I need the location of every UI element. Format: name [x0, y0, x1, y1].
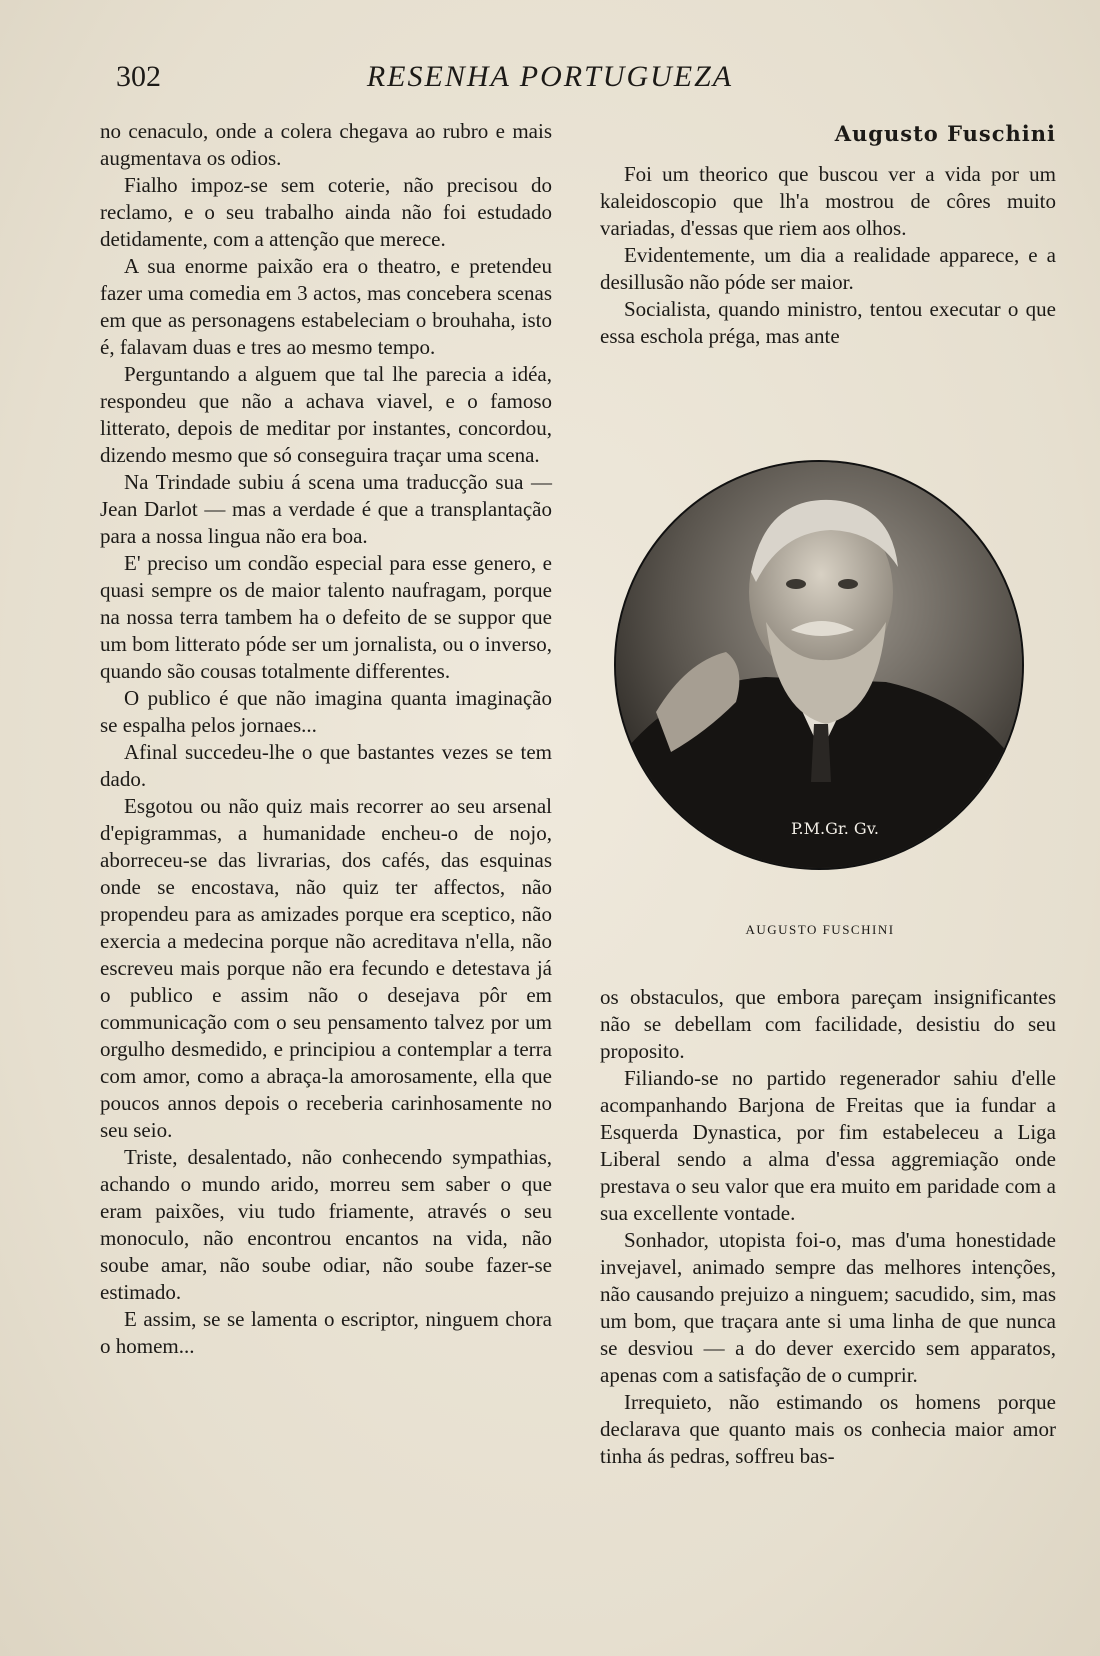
right-paragraph: Socialista, quando ministro, tentou executar o que essa eschola préga, mas ante: [600, 297, 1056, 348]
right-paragraph: os obstaculos, que embora pareçam insignificantes não se debellam com facilidade, desistiu do seu proposito.: [600, 985, 1056, 1063]
left-column: [100, 118, 552, 1360]
left-paragraph: E' preciso um condão especial para esse genero, e quasi sempre os de maior talento naufragam, porque na nossa terra tambem ha o defeito de se suppor que um bom litterato póde ser um jornalista, ou o inverso, quando são cousas totalmente differentes.: [100, 551, 552, 683]
page-number: 302: [116, 60, 161, 93]
portrait-photo: [614, 460, 1024, 870]
running-header: [0, 60, 1100, 100]
left-paragraph: no cenaculo, onde a colera chegava ao rubro e mais augmentava os odios.: [100, 119, 552, 170]
right-paragraph: Foi um theorico que buscou ver a vida por um kaleidoscopio que lh'a mostrou de côres muito variadas, d'essas que riem aos olhos.: [600, 162, 1056, 240]
article-heading: Augusto Fuschini: [834, 121, 1056, 146]
left-paragraph: O publico é que não imagina quanta imaginação se espalha pelos jornaes...: [100, 686, 552, 737]
left-paragraph: A sua enorme paixão era o theatro, e pretendeu fazer uma comedia em 3 actos, mas concebera scenas em que as personagens estabeleciam o brouhaha, isto é, falavam duas e tres ao mesmo tempo.: [100, 254, 552, 359]
left-paragraph: Afinal succedeu-lhe o que bastantes vezes se tem dado.: [100, 740, 552, 791]
left-paragraph: E assim, se se lamenta o escriptor, ninguem chora o homem...: [100, 1307, 552, 1358]
photo-caption: AUGUSTO FUSCHINI: [745, 922, 895, 937]
right-column-top: [600, 118, 1056, 350]
left-paragraph: Perguntando a alguem que tal lhe parecia a idéa, respondeu que não a achava viavel, e o famoso litterato, depois de meditar por instantes, concordou, dizendo mesmo que só conseguira traçar uma scena.: [100, 362, 552, 467]
portrait-illustration: [616, 462, 1022, 868]
left-paragraph: Esgotou ou não quiz mais recorrer ao seu arsenal d'epigrammas, a humanidade encheu-o de nojo, aborreceu-se das livrarias, dos cafés, das esquinas onde se encostava, não quiz ter affectos, não propendeu para as amizades porque era sceptico, não exercia a medecina porque não acreditava n'ella, não escreveu mais porque não era fecundo e detestava já o publico e assim não o desejava pôr em communicação com o seu pensamento talvez por um orgulho desmedido, e principiou a contemplar a terra com amor, como a abraça-la amorosamente, ella que poucos annos depois o receberia carinhosamente no seu seio.: [100, 794, 552, 1142]
left-paragraph: Na Trindade subiu á scena uma traducção sua — Jean Darlot — mas a verdade é que a transplantação para a nossa lingua não era boa.: [100, 470, 552, 548]
left-paragraph: Triste, desalentado, não conhecendo sympathias, achando o mundo arido, morreu sem saber o que eram paixões, viu tudo friamente, através o seu monoculo, não encontrou encantos na vida, não soube amar, não soube odiar, não soube fazer-se estimado.: [100, 1145, 552, 1304]
running-title: RESENHA PORTUGUEZA: [366, 60, 734, 93]
right-paragraph: Filiando-se no partido regenerador sahiu d'elle acompanhando Barjona de Freitas que ia fundar a Esquerda Dynastica, por fim estabeleceu a Liga Liberal sendo a alma d'essa aggremiação onde prestava o seu valor que era muito em paridade com a sua excellente vontade.: [600, 1066, 1056, 1225]
right-paragraph: Sonhador, utopista foi-o, mas d'uma honestidade invejavel, animado sempre das melhores intenções, não causando prejuizo a ninguem; sacudido, sim, mas um bom, que traçara ante si uma linha de que nunca se desviou — a do dever exercido sem apparatos, apenas com a satisfação de o cumprir.: [600, 1228, 1056, 1387]
right-paragraph: Irrequieto, não estimando os homens porque declarava que quanto mais os conhecia maior amor tinha ás pedras, soffreu bas-: [600, 1390, 1056, 1468]
photo-signature: P.M.Gr. Gv.: [791, 819, 879, 838]
right-column-bottom: [600, 984, 1056, 1470]
left-paragraph: Fialho impoz-se sem coterie, não precisou do reclamo, e o seu trabalho ainda não foi estudado detidamente, com a attenção que merece.: [100, 173, 552, 251]
right-paragraph: Evidentemente, um dia a realidade apparece, e a desillusão não póde ser maior.: [600, 243, 1056, 294]
